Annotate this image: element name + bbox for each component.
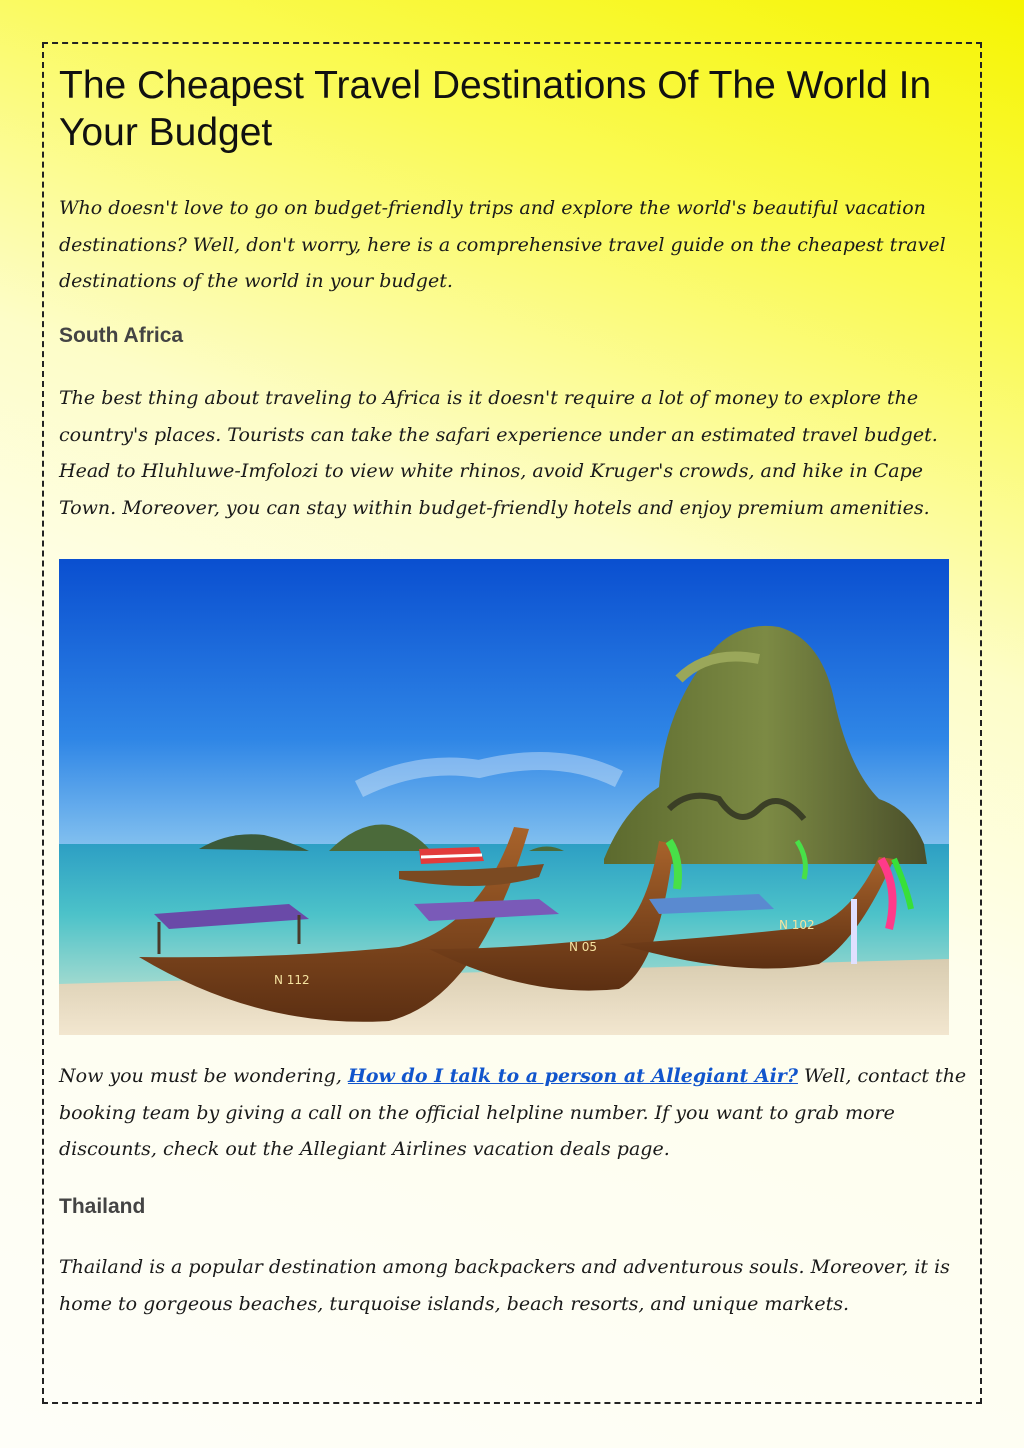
allegiant-contact-link[interactable]: How do I talk to a person at Allegiant Air?: [347, 1065, 798, 1087]
contact-paragraph: [59, 1058, 969, 1168]
boat-number-2: N 05: [569, 940, 598, 954]
thailand-paragraph: Thailand is a popular destination among backpackers and adventurous souls. Moreover, it is home to gorgeous beaches, turquoise islands, beach resorts, and unique markets.: [59, 1256, 950, 1315]
beach-boats-photo: [59, 559, 949, 1035]
boat-number-1: N 112: [274, 973, 310, 987]
heading-south-africa: South Africa: [59, 324, 184, 347]
page-title: The Cheapest Travel Destinations Of The World In Your Budget: [59, 64, 932, 154]
boat-number-3: N 102: [779, 918, 815, 932]
intro-paragraph: Who doesn't love to go on budget-friendly trips and explore the world's beautiful vacation destinations? Well, don't worry, here is a comprehensive travel guide on the cheapest travel destinations of the world in your budget.: [59, 197, 946, 292]
heading-thailand: Thailand: [59, 1195, 146, 1218]
contact-text-before: Now you must be wondering,: [59, 1065, 348, 1087]
south-africa-paragraph: The best thing about traveling to Africa is it doesn't require a lot of money to explore the country's places. Tourists can take the safari experience under an estimated travel budget. Head to Hluhluwe-Imfolozi to view white rhinos, avoid Kruger's crowds, and hike in Cape Town. Moreover, you can stay within budget-friendly hotels and enjoy premium amenities.: [59, 387, 938, 519]
contact-text-after: Well, contact the booking team by giving a call on the official helpline number. If you want to grab more discounts, check out the Allegiant Airlines vacation deals page.: [59, 1065, 967, 1160]
